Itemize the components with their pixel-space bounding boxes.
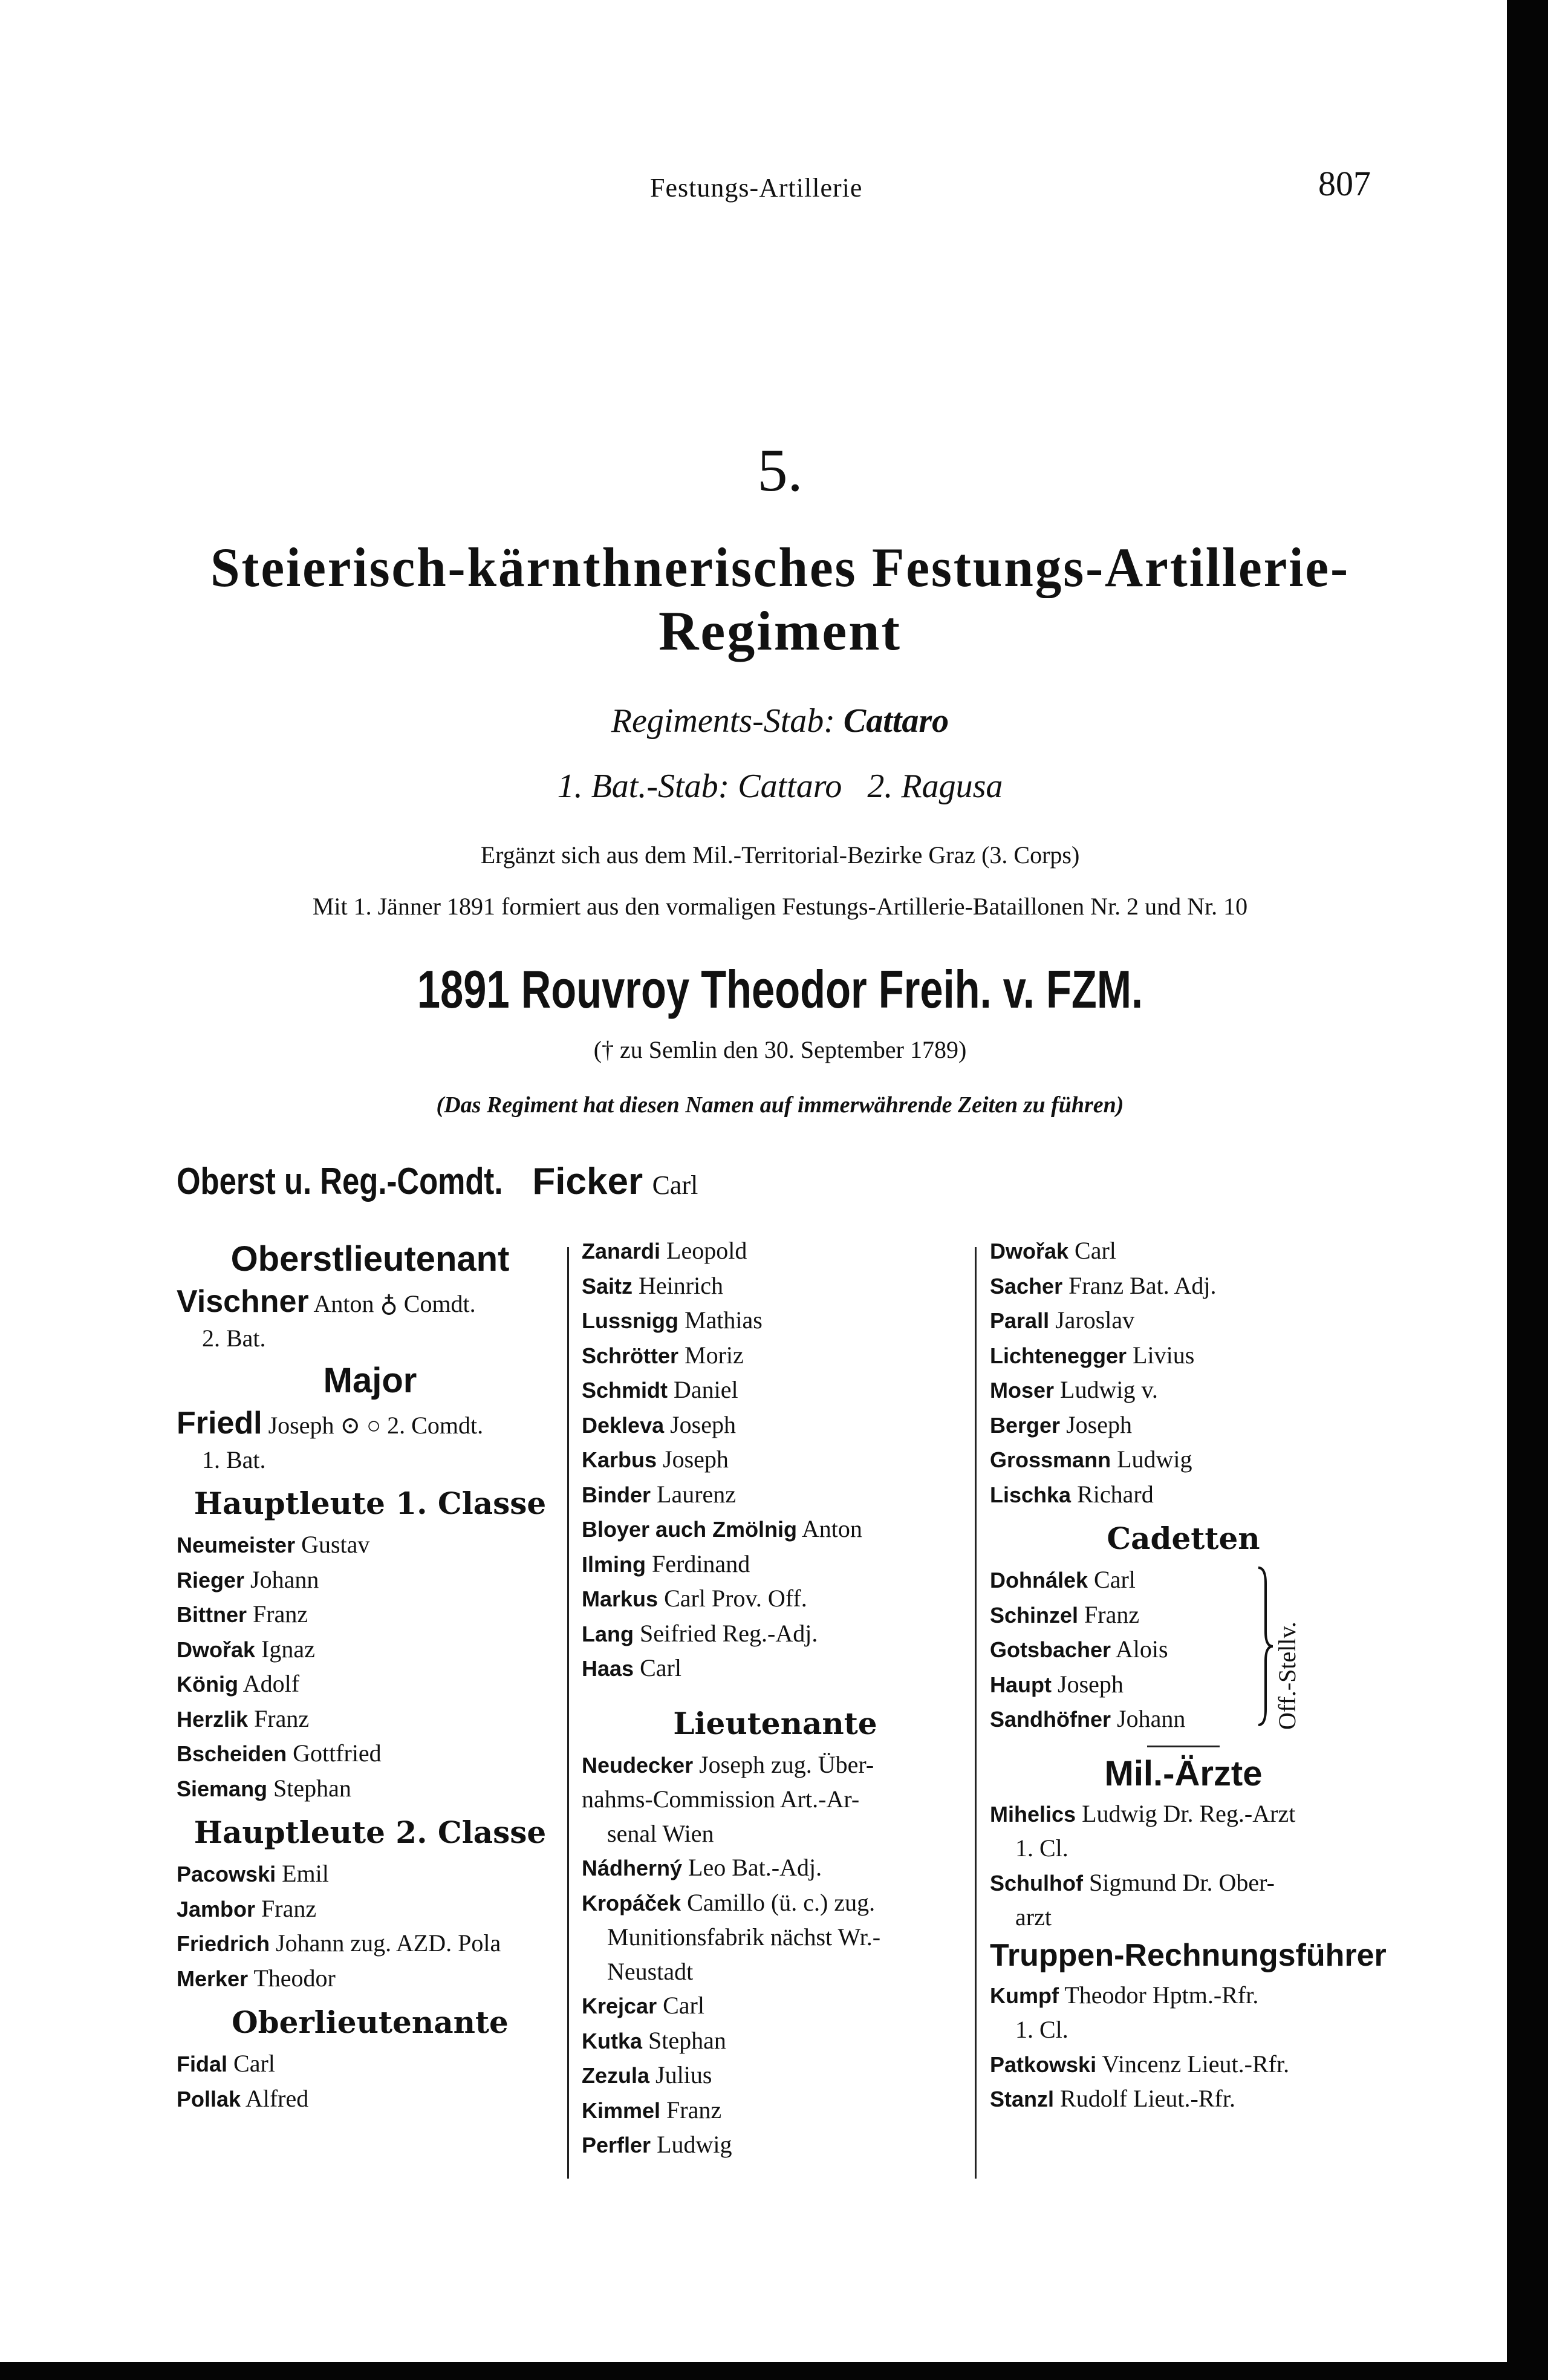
- list-item: [177, 1892, 564, 1927]
- list-item: [990, 2047, 1377, 2082]
- surname: Schulhof: [990, 1870, 1083, 1896]
- battalion-staff: [157, 767, 1403, 806]
- section-heading: Oberstlieutenant: [230, 1239, 510, 1279]
- list-item: [990, 2082, 1377, 2117]
- list-item: [582, 1547, 969, 1582]
- decoration-icon: ♁: [380, 1290, 398, 1317]
- list-item: [582, 1851, 969, 1886]
- regiment-staff: [157, 702, 1403, 740]
- regiment-owner: 1891 Rouvroy Theodor Freih. v. FZM.: [417, 959, 1143, 1019]
- given-name: Alois: [1115, 1635, 1168, 1663]
- section-heading: Truppen-Rechnungsführer: [990, 1937, 1387, 1973]
- given-name: Joseph: [670, 1410, 736, 1438]
- given-name: Johann: [250, 1565, 319, 1593]
- surname: Sacher: [990, 1273, 1063, 1299]
- surname: Karbus: [582, 1447, 657, 1472]
- list-item: [177, 1632, 564, 1668]
- list-item: [990, 1443, 1377, 1478]
- list-item: [990, 1478, 1377, 1513]
- list-item: [582, 1617, 969, 1652]
- list-item: [582, 2128, 969, 2163]
- entry-note: Comdt.: [403, 1290, 476, 1317]
- given-name: Livius: [1133, 1341, 1195, 1369]
- entry-continuation: arzt: [1015, 1903, 1052, 1931]
- formation-note: Mit 1. Jänner 1891 formiert aus den vormaligen Festungs-Artillerie-Bataillonen Nr. 2 und Nr. 10: [312, 893, 1248, 920]
- list-item: [177, 2047, 564, 2082]
- given-name: Leo Bat.-Adj.: [688, 1854, 822, 1881]
- list-item: [990, 1269, 1377, 1304]
- given-name: Rudolf Lieut.-Rfr.: [1060, 2085, 1235, 2112]
- entry-continuation: 2. Bat.: [202, 1324, 266, 1352]
- surname: Mihelics: [990, 1801, 1076, 1827]
- entry-continuation: senal Wien: [607, 1819, 714, 1847]
- given-name: Carl: [1075, 1237, 1116, 1264]
- list-item: [990, 1303, 1377, 1338]
- staff-label: 2.: [867, 768, 893, 805]
- entry-continuation: Munitionsfabrik nächst Wr.-: [607, 1923, 881, 1951]
- list-item: [582, 1512, 969, 1547]
- surname: Lussnigg: [582, 1308, 678, 1333]
- list-item: [582, 2058, 969, 2093]
- surname: Herzlik: [177, 1706, 249, 1732]
- list-item: [990, 1563, 1377, 1598]
- entry-continuation: 1. Cl.: [1015, 1834, 1068, 1862]
- surname: Schrötter: [582, 1343, 679, 1368]
- given-name: Theodor Hptm.-Rfr.: [1064, 1981, 1259, 2009]
- list-item: [582, 1338, 969, 1374]
- surname: Bittner: [177, 1602, 247, 1627]
- given-name: Carl: [233, 2050, 275, 2077]
- surname: Bscheiden: [177, 1741, 287, 1766]
- section-heading: Hauptleute 1. Classe: [194, 1485, 547, 1521]
- list-item: [177, 1736, 564, 1772]
- given-name: Gustav: [301, 1531, 370, 1558]
- section-heading: Major: [323, 1361, 417, 1400]
- given-name: Moriz: [685, 1341, 744, 1369]
- list-item: [177, 1667, 564, 1702]
- surname: Dwořak: [177, 1637, 256, 1662]
- list-item: [990, 1408, 1377, 1443]
- surname: Pacowski: [177, 1862, 276, 1886]
- given-name: Carl: [1094, 1566, 1136, 1593]
- given-name: Gottfried: [293, 1739, 382, 1767]
- surname: Patkowski: [990, 2052, 1097, 2077]
- given-name: Joseph: [1058, 1670, 1124, 1698]
- regiment-title-line2: Regiment: [658, 600, 902, 662]
- list-item: [582, 1408, 969, 1443]
- given-name: Camillo (ü. c.) zug.: [687, 1888, 876, 1916]
- given-name: Carl Prov. Off.: [664, 1585, 807, 1612]
- given-name: Franz: [254, 1704, 310, 1732]
- surname: Dwořak: [990, 1239, 1069, 1263]
- surname: Lischka: [990, 1482, 1072, 1507]
- surname: Berger: [990, 1412, 1061, 1438]
- section-heading: Lieutenante: [673, 1705, 877, 1741]
- surname: König: [177, 1672, 238, 1697]
- list-item: [177, 1528, 564, 1563]
- recruitment-district: Ergänzt sich aus dem Mil.-Territorial-Bezirke Graz (3. Corps): [480, 841, 1080, 869]
- list-item: [582, 1443, 969, 1478]
- list-item: [177, 1926, 564, 1961]
- surname: Zezula: [582, 2063, 650, 2088]
- entry-continuation: nahms-Commission Art.-Ar-: [582, 1785, 860, 1813]
- surname: Haas: [582, 1656, 634, 1681]
- column-3: [990, 1234, 1387, 2117]
- surname: Kumpf: [990, 1983, 1059, 2008]
- list-item: [990, 1632, 1377, 1668]
- list-item: [582, 1989, 969, 2024]
- surname: Dohnálek: [990, 1568, 1088, 1593]
- surname: Neumeister: [177, 1533, 296, 1557]
- regiment-name-note: (Das Regiment hat diesen Namen auf immerwährende Zeiten zu führen): [436, 1092, 1124, 1118]
- surname: Binder: [582, 1482, 651, 1507]
- section-heading: Cadetten: [1107, 1521, 1260, 1556]
- page-edge: [0, 2362, 1548, 2380]
- section-heading: Mil.-Ärzte: [1104, 1753, 1263, 1793]
- list-item: [990, 1702, 1377, 1737]
- given-name: Theodor: [253, 1964, 336, 1992]
- surname: Kropáček: [582, 1890, 681, 1915]
- given-name: Ludwig v.: [1060, 1376, 1158, 1403]
- given-name: Franz: [261, 1894, 317, 1922]
- given-name: Heinrich: [639, 1271, 723, 1299]
- surname: Lichtenegger: [990, 1343, 1127, 1368]
- surname: Kutka: [582, 2028, 643, 2053]
- given-name: Stephan: [273, 1774, 351, 1802]
- given-name: Anton: [801, 1515, 862, 1542]
- staff-label: Regiments-Stab:: [611, 702, 835, 740]
- surname: Gotsbacher: [990, 1637, 1111, 1662]
- list-item: [177, 1597, 564, 1632]
- given-name: Ludwig: [657, 2131, 732, 2158]
- given-name: Ludwig: [1117, 1446, 1192, 1473]
- list-item: [177, 1563, 564, 1598]
- list-item: [582, 2093, 969, 2128]
- surname: Haupt: [990, 1672, 1052, 1697]
- regiment-title-line1: Steierisch-kärnthnerisches Festungs-Artillerie-: [210, 536, 1350, 598]
- given-name: Emil: [282, 1860, 329, 1887]
- given-name: Carl: [640, 1654, 681, 1681]
- list-item: [177, 1857, 564, 1892]
- colonel-entry: [177, 1160, 698, 1204]
- surname: Siemang: [177, 1776, 268, 1801]
- surname: Friedrich: [177, 1931, 270, 1956]
- surname: Saitz: [582, 1273, 633, 1299]
- regiment-number: 5.: [757, 437, 803, 504]
- list-item: [582, 1886, 969, 1921]
- staff-place: Ragusa: [901, 768, 1003, 805]
- surname: Kimmel: [582, 2098, 661, 2123]
- list-item: [582, 1303, 969, 1338]
- list-item: [177, 2082, 564, 2117]
- list-item: [177, 1406, 564, 1443]
- colonel-rank: Oberst u. Reg.-Comdt.: [177, 1161, 503, 1202]
- column-divider: [975, 1247, 977, 2179]
- given-name: Mathias: [685, 1306, 763, 1334]
- entry-continuation: Neustadt: [607, 1957, 694, 1985]
- surname: Rieger: [177, 1567, 245, 1593]
- given-name: Daniel: [674, 1376, 738, 1403]
- surname: Schmidt: [582, 1378, 668, 1403]
- list-item: [582, 1582, 969, 1617]
- list-item: [177, 1285, 564, 1322]
- given-name: Jaroslav: [1055, 1306, 1135, 1334]
- given-name: Franz Bat. Adj.: [1068, 1271, 1217, 1299]
- owner-death-note: († zu Semlin den 30. September 1789): [593, 1036, 967, 1063]
- surname: Moser: [990, 1378, 1055, 1403]
- surname: Ficker: [532, 1161, 643, 1202]
- list-item: [990, 1234, 1377, 1269]
- curly-brace-icon: [1256, 1565, 1274, 1727]
- surname: Schinzel: [990, 1602, 1079, 1628]
- surname: Grossmann: [990, 1447, 1111, 1472]
- list-item: [582, 1269, 969, 1304]
- given-name: Alfred: [245, 2084, 309, 2112]
- list-item: [582, 1373, 969, 1408]
- cadet-group-label: Off.-Stellv.: [1273, 1622, 1301, 1730]
- given-name: Adolf: [242, 1670, 300, 1697]
- given-name: Joseph: [663, 1446, 729, 1473]
- given-name: Stephan: [648, 2026, 726, 2054]
- entry-continuation: 1. Cl.: [1015, 2016, 1068, 2043]
- given-name: Leopold: [666, 1237, 747, 1264]
- list-item: [990, 1598, 1377, 1633]
- staff-place: Cattaro: [843, 702, 949, 740]
- list-item: [990, 1338, 1377, 1374]
- list-item: [990, 1866, 1377, 1901]
- surname: Markus: [582, 1586, 659, 1611]
- surname: Bloyer auch Zmölnig: [582, 1517, 798, 1542]
- list-item: [582, 1651, 969, 1686]
- staff-label: 1. Bat.-Stab:: [557, 768, 730, 805]
- given-name: Joseph: [268, 1412, 334, 1439]
- entry-continuation: 1. Bat.: [202, 1446, 266, 1473]
- given-name: Laurenz: [657, 1480, 737, 1508]
- list-item: [582, 1748, 969, 1783]
- list-item: [582, 2024, 969, 2059]
- surname: Stanzl: [990, 2087, 1055, 2111]
- section-heading: Oberlieutenante: [232, 2004, 509, 2040]
- column-2: [582, 1234, 969, 2163]
- given-name: Carl: [652, 1170, 698, 1200]
- given-name: Vincenz Lieut.-Rfr.: [1102, 2050, 1290, 2078]
- surname: Krejcar: [582, 1994, 657, 2018]
- given-name: Franz: [1084, 1600, 1140, 1628]
- given-name: Franz: [666, 2096, 722, 2124]
- section-heading: Hauptleute 2. Classe: [194, 1814, 547, 1850]
- list-item: [990, 1797, 1377, 1832]
- given-name: Ferdinand: [652, 1550, 750, 1577]
- surname: Friedl: [177, 1406, 262, 1441]
- given-name: Seifried Reg.-Adj.: [640, 1619, 818, 1647]
- given-name: Carl: [663, 1992, 704, 2019]
- surname: Nádherný: [582, 1856, 683, 1880]
- surname: Perfler: [582, 2133, 651, 2157]
- surname: Pollak: [177, 2086, 241, 2111]
- surname: Parall: [990, 1308, 1050, 1333]
- page-number: 807: [1318, 164, 1371, 203]
- given-name: Julius: [655, 2061, 712, 2088]
- surname: Neudecker: [582, 1752, 694, 1778]
- given-name: Ignaz: [261, 1635, 315, 1663]
- running-head: Festungs-Artillerie: [650, 173, 863, 203]
- surname: Dekleva: [582, 1412, 665, 1438]
- list-item: [177, 1961, 564, 1997]
- given-name: Richard: [1077, 1480, 1154, 1508]
- surname: Jambor: [177, 1896, 256, 1922]
- given-name: Ludwig Dr. Reg.-Arzt: [1082, 1799, 1296, 1827]
- column-divider: [567, 1247, 569, 2179]
- surname: Vischner: [177, 1284, 309, 1319]
- surname: Ilming: [582, 1551, 646, 1577]
- given-name: Johann zug. AZD. Pola: [276, 1929, 501, 1957]
- surname: Fidal: [177, 2052, 228, 2076]
- column-1: [177, 1234, 564, 2116]
- given-name: Sigmund Dr. Ober-: [1088, 1868, 1275, 1896]
- surname: Merker: [177, 1966, 249, 1991]
- surname: Lang: [582, 1621, 634, 1646]
- list-item: [177, 1702, 564, 1737]
- entry-note: 2. Comdt.: [387, 1412, 484, 1439]
- divider: [1147, 1746, 1220, 1747]
- given-name: Franz: [253, 1600, 308, 1628]
- cadet-group: [990, 1563, 1377, 1737]
- surname: Zanardi: [582, 1239, 661, 1263]
- given-name: Joseph zug. Über-: [699, 1750, 874, 1778]
- list-item: [582, 1478, 969, 1513]
- given-name: Johann: [1117, 1705, 1186, 1732]
- list-item: [177, 1772, 564, 1807]
- list-item: [990, 1373, 1377, 1408]
- given-name: Joseph: [1066, 1410, 1132, 1438]
- surname: Sandhöfner: [990, 1707, 1111, 1732]
- staff-place: Cattaro: [738, 768, 842, 805]
- given-name: Anton: [313, 1290, 374, 1317]
- list-item: [990, 1978, 1377, 2013]
- list-item: [582, 1234, 969, 1269]
- decoration-icon: ⊙ ○: [340, 1412, 382, 1439]
- page-edge: [1507, 0, 1548, 2380]
- list-item: [990, 1668, 1377, 1703]
